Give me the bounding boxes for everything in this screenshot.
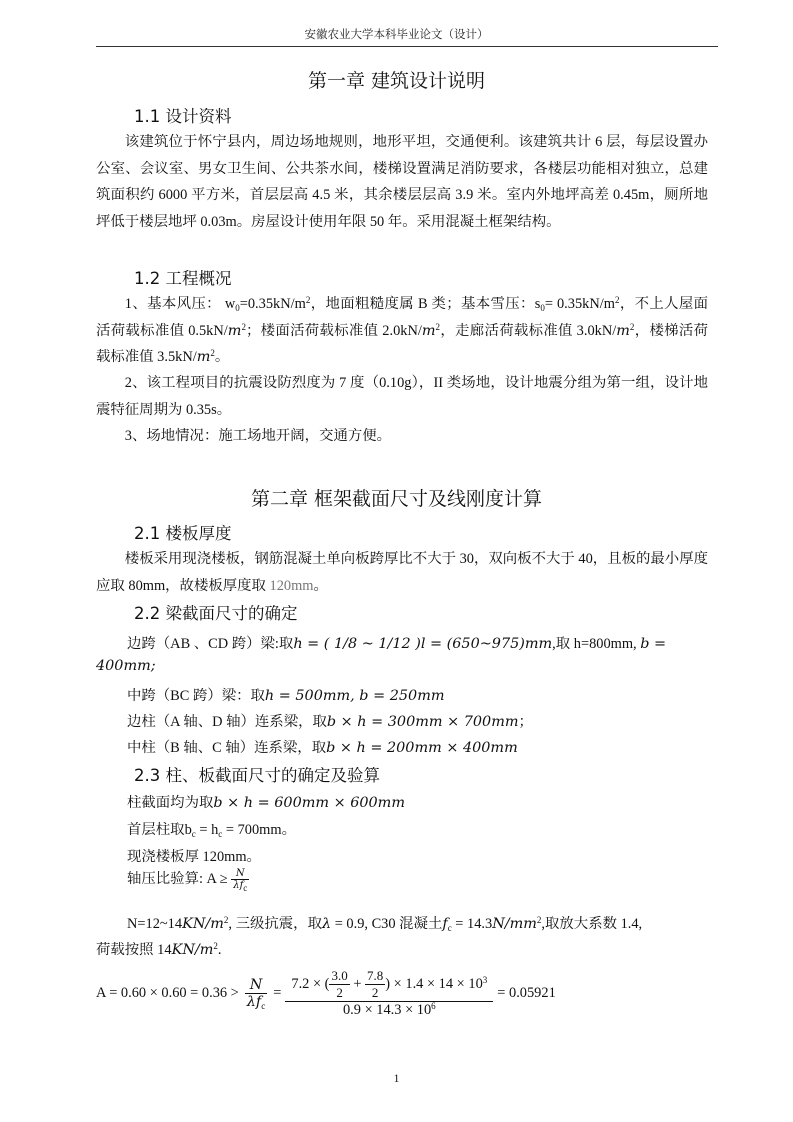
axial-load-line-cont: 荷载按照 $14KN/m^2$. xyxy=(96,941,222,958)
axial-ratio-check: 轴压比验算: A ≥ $\frac{N}{\lambda f_c}$ xyxy=(127,868,248,894)
page-number: 1 xyxy=(393,1073,400,1085)
item-1-loads: 1、基本风压： $w_0=0.35kN/m^2$，地面粗糙度属 B 类；基本雪压：$s_0= 0.35kN/m^2$，不上人屋面活荷载标准值 $0.5kN/m^2$；楼面活荷载标准值 $2.0kN/m^2$，走廊活荷载标准值 $3.0kN/m^2$，楼梯活荷载标准值 $3.5kN/m^2$。 xyxy=(96,295,708,365)
section-2-2-title: 2.2 梁截面尺寸的确定 xyxy=(134,604,298,623)
chapter-1-title: 第一章 建筑设计说明 xyxy=(307,70,486,92)
section-2-3-title: 2.3 柱、板截面尺寸的确定及验算 xyxy=(134,766,380,785)
slab-thickness: 现浇楼板厚 120mm。 xyxy=(127,849,261,865)
section-1-1-title: 1.1 设计资料 xyxy=(134,107,232,126)
section-2-1-body: 楼板采用现浇楼板，钢筋混凝土单向板跨厚比不大于 30，双向板不大于 40，且板的最小厚度应取 80mm，故楼板厚度取 120mm。 xyxy=(96,551,708,594)
item-3-site: 3、场地情况：施工场地开阔，交通方便。 xyxy=(124,428,392,444)
first-floor-column: 首层柱取$b_c = h_c = 700mm$。 xyxy=(127,822,296,839)
axial-load-line: $N=12\sim 14KN/m^2$, 三级抗震，取λ = 0.9, C30 混凝土$f_c = 14.3N/mm^2$,取放大系数 1.4, xyxy=(127,915,643,933)
beam-side-span-cont: 400mm; xyxy=(96,658,156,674)
axial-ratio-equation: A = 0.60 × 0.60 = 0.36 > $\frac{N}{\lambda f_c}$ = 7.2 × ( $\frac{3.0}{2}$ + $\frac{7.8}{2}$ ) × $1.4 \times 14 \times 10^3$ $0.9 \times 14.3 \times 10^6$ = 0.05921 xyxy=(96,968,556,1018)
tie-beam-side: 边柱（A 轴、D 轴）连系梁，取b × h = 300mm × 700mm； xyxy=(127,714,533,730)
header-rule xyxy=(96,46,718,47)
beam-side-span: 边跨（AB 、CD 跨）梁:取h = ( 1/8 ~ 1/12 )l = (650~975)mm,取 h=800mm, b = xyxy=(127,636,667,652)
tie-beam-mid: 中柱（B 轴、C 轴）连系梁，取b × h = 200mm × 400mm xyxy=(127,740,518,756)
column-section: 柱截面均为取b × h = 600mm × 600mm xyxy=(127,795,405,811)
beam-mid-span: 中跨（BC 跨）梁：取h = 500mm, b = 250mm xyxy=(127,688,445,704)
section-2-1-title: 2.1 楼板厚度 xyxy=(134,524,232,543)
running-header: 安徽农业大学本科毕业论文（设计） xyxy=(304,29,489,41)
section-1-1-body: 该建筑位于怀宁县内，周边场地规则，地形平坦，交通便利。该建筑共计 6 层，每层设置办公室、会议室、男女卫生间、公共茶水间，楼梯设置满足消防要求，各楼层功能相对独立，总建筑面积约 6000 平方米，首层层高 4.5 米，其余楼层层高 3.9 米。室内外地坪高差 0.45m，厕所地坪低于楼层地坪 0.03m。房屋设计使用年限 50 年。采用混凝土框架结构。 xyxy=(96,134,708,230)
section-1-2-title: 1.2 工程概况 xyxy=(134,269,232,288)
chapter-2-title: 第二章 框架截面尺寸及线刚度计算 xyxy=(250,488,543,510)
item-2-seismic: 2、该工程项目的抗震设防烈度为 7 度（0.10g），II 类场地，设计地震分组为第一组，设计地震特征周期为 0.35s。 xyxy=(96,375,708,418)
